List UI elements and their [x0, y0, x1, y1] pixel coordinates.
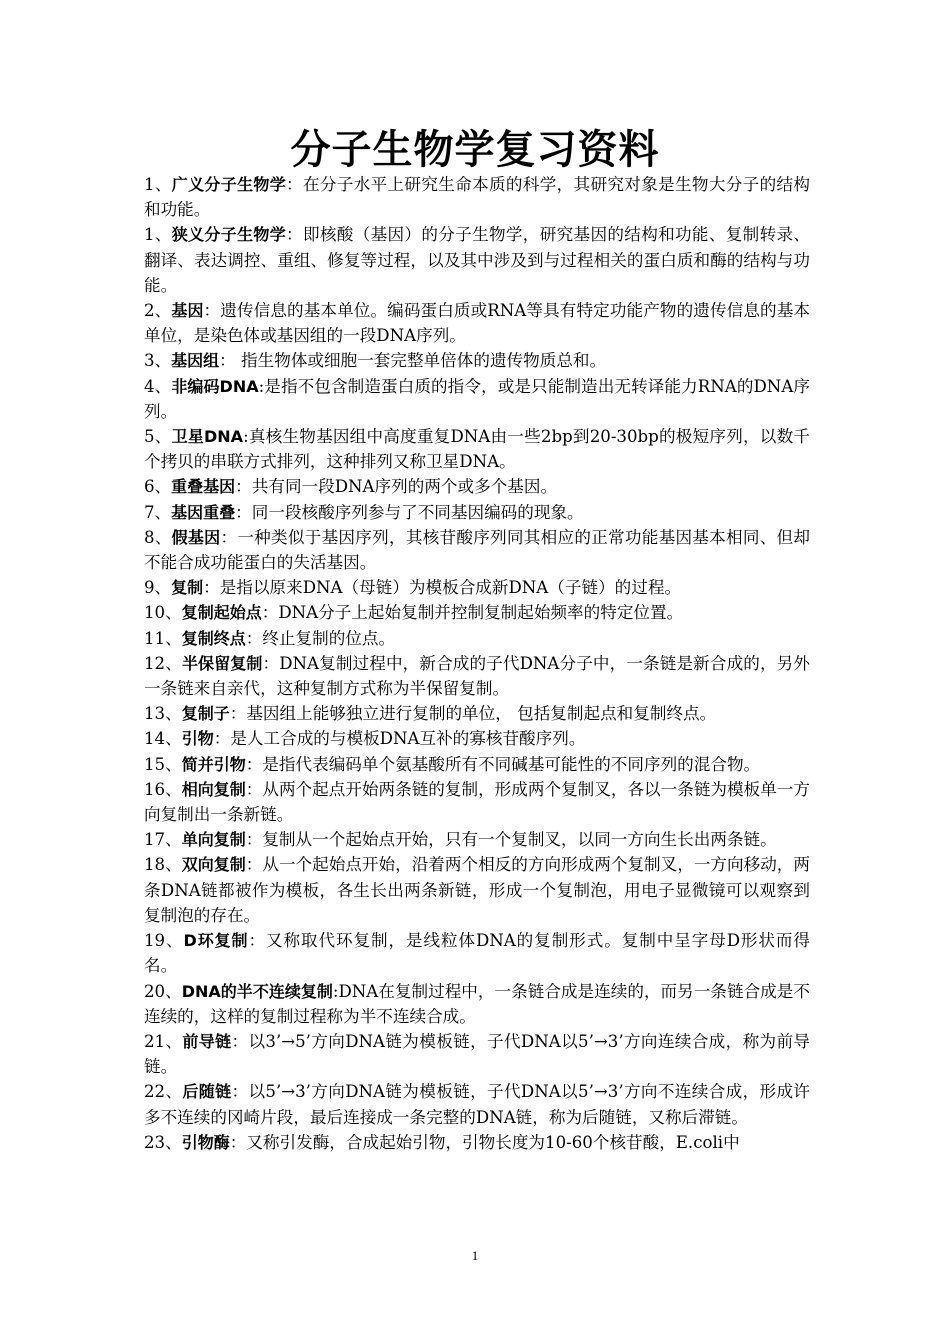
entry-definition: 指生物体或细胞一套完整单倍体的遗传物质总和。 — [235, 351, 607, 371]
entry-definition: 真核生物基因组中高度重复DNA由一些2bp到20-30bp的极短序列，以数千个拷贝的串联方式排列，这种排列又称卫星DNA。 — [144, 427, 810, 472]
definition-entry — [144, 222, 810, 298]
entry-definition: 一种类似于基因序列，其核苷酸序列同其相应的正常功能基因基本相同、但却不能合成功能蛋白的失活基因。 — [144, 527, 810, 573]
entry-number: 2、 — [144, 301, 172, 321]
entry-separator: ： — [219, 351, 236, 371]
definition-entry — [144, 1029, 810, 1079]
entry-term: 前导链 — [182, 1031, 232, 1051]
entry-term: 半保留复制 — [181, 653, 263, 673]
definition-entry — [144, 777, 810, 827]
definition-entry — [144, 1130, 810, 1155]
entry-definition: 在分子水平上研究生命本质的科学，其研究对象是生物大分子的结构和功能。 — [144, 175, 811, 220]
definition-entry — [144, 852, 810, 928]
entry-term: 复制终点 — [181, 628, 246, 648]
entry-separator: ： — [262, 653, 280, 673]
entry-separator: ： — [231, 1082, 249, 1102]
entry-number: 3、 — [144, 351, 172, 371]
definition-entry — [144, 348, 810, 373]
definition-entry — [144, 726, 810, 751]
entry-term: 双向复制 — [181, 855, 246, 875]
entry-term: 复制子 — [181, 704, 230, 724]
entry-definition: 终止复制的位点。 — [262, 628, 396, 648]
entry-term: 单向复制 — [181, 830, 246, 850]
entry-separator: ： — [286, 225, 303, 245]
entry-definition: 又称引发酶，合成起始引物，引物长度为10-60个核苷酸，E.coli中 — [246, 1132, 740, 1152]
entry-term: 基因组 — [171, 351, 220, 371]
entry-separator: ： — [231, 1031, 249, 1051]
entry-term: 重叠基因 — [171, 477, 236, 497]
entry-number: 1、 — [144, 225, 172, 245]
definition-entry — [144, 424, 810, 474]
entry-term: 引物 — [181, 729, 214, 749]
document-title: 分子生物学复习资料 — [290, 127, 660, 173]
entry-separator: ： — [235, 477, 252, 497]
entry-separator: ： — [229, 1132, 247, 1152]
entry-term: 卫星DNA — [171, 427, 244, 447]
entry-term: 复制起始点 — [181, 603, 262, 623]
entry-definition: 是指不包含制造蛋白质的指令，或是只能制造出无转译能力RNA的DNA序列。 — [144, 376, 810, 421]
entry-definition: 从一个起始点开始，沿着两个相反的方向形成两个复制叉，一方向移动，两条DNA链都被作为模板，各生长出两条新链，形成一个复制泡，用电子显微镜可以观察到复制泡的存在。 — [144, 855, 810, 925]
entry-number: 18、 — [144, 855, 182, 875]
entry-number: 17、 — [144, 830, 182, 850]
entry-separator: ： — [245, 830, 263, 850]
entry-separator: ： — [245, 754, 263, 774]
entry-definition: 以3’→5’方向DNA链为模板链，子代DNA以5’→3’方向连续合成，称为前导链。 — [144, 1031, 810, 1077]
entry-term: 后随链 — [182, 1082, 232, 1102]
entry-separator: ： — [286, 175, 303, 194]
entry-separator: : — [258, 376, 265, 396]
entry-definition: 基因组上能够独立进行复制的单位， 包括复制起点和复制终点。 — [246, 704, 717, 724]
definition-list — [144, 172, 810, 1155]
entry-number: 12、 — [144, 653, 182, 673]
entry-separator: ： — [248, 931, 266, 951]
entry-definition: 是指以原来DNA（母链）为模板合成新DNA（子链）的过程。 — [219, 578, 682, 598]
definition-entry — [144, 701, 810, 726]
entry-number: 11、 — [144, 628, 182, 648]
entry-definition: 从两个起点开始两条链的复制，形成两个复制叉，各以一条链为模板单一方向复制出一条新链。 — [144, 779, 810, 825]
entry-separator: ： — [213, 729, 231, 749]
entry-definition: 遗传信息的基本单位。编码蛋白质或RNA等具有特定功能产物的遗传信息的基本单位，是染色体或基因组的一段DNA序列。 — [144, 301, 811, 346]
definition-entry — [144, 626, 810, 651]
entry-term: 复制 — [171, 578, 204, 598]
entry-definition: 是指代表编码单个氨基酸所有不同碱基可能性的不同序列的混合物。 — [262, 754, 761, 774]
entry-separator: ： — [235, 502, 252, 522]
entry-term: 基因 — [171, 301, 204, 321]
definition-entry — [144, 651, 810, 701]
entry-term: 假基因 — [171, 527, 221, 547]
entry-term: 引物酶 — [181, 1132, 230, 1152]
entry-number: 23、 — [144, 1132, 182, 1152]
definition-entry — [144, 525, 810, 575]
definition-entry — [144, 500, 810, 525]
entry-separator: : — [332, 981, 339, 1001]
entry-number: 6、 — [144, 477, 172, 497]
entry-term: 相向复制 — [181, 779, 246, 799]
entry-definition: DNA分子上起始复制并控制复制起始频率的特定位置。 — [278, 603, 684, 623]
entry-definition: 复制从一个起始点开始，只有一个复制叉，以同一方向生长出两条链。 — [262, 830, 777, 850]
page-number: 1 — [471, 1248, 479, 1263]
definition-entry — [144, 928, 810, 978]
entry-number: 16、 — [144, 779, 182, 799]
definition-entry — [144, 827, 810, 852]
entry-separator: ： — [245, 628, 263, 648]
definition-entry — [144, 575, 810, 600]
entry-separator: ： — [220, 527, 238, 547]
entry-term: DNA的半不连续复制 — [181, 981, 333, 1001]
entry-term: 广义分子生物学 — [171, 175, 287, 194]
entry-number: 14、 — [144, 729, 182, 749]
entry-number: 13、 — [144, 704, 182, 724]
definition-entry — [144, 298, 810, 348]
entry-separator: ： — [229, 704, 247, 724]
entry-term: 简并引物 — [181, 754, 246, 774]
entry-separator: ： — [261, 603, 279, 623]
entry-number: 15、 — [144, 754, 182, 774]
entry-number: 22、 — [144, 1082, 183, 1102]
entry-number: 7、 — [144, 502, 172, 522]
entry-definition: 共有同一段DNA序列的两个或多个基因。 — [251, 477, 558, 497]
entry-number: 10、 — [144, 603, 182, 623]
entry-separator: ： — [245, 779, 263, 799]
entry-definition: 以5’→3’方向DNA链为模板链，子代DNA以5’→3’方向不连续合成，形成许多不连续的冈崎片段，最后连接成一条完整的DNA链，称为后随链，又称后滞链。 — [144, 1082, 810, 1127]
definition-entry — [144, 752, 810, 777]
definition-entry — [144, 1079, 810, 1129]
definition-entry — [144, 474, 810, 499]
definition-entry — [144, 979, 810, 1029]
entry-definition: DNA复制过程中，新合成的子代DNA分子中，一条链是新合成的，另外一条链来自亲代，这种复制方式称为半保留复制。 — [144, 653, 810, 699]
entry-separator: ： — [245, 855, 263, 875]
entry-number: 4、 — [144, 376, 172, 396]
entry-term: 基因重叠 — [171, 502, 236, 522]
entry-separator: ： — [203, 578, 220, 598]
entry-number: 1、 — [144, 175, 172, 194]
entry-separator: ： — [203, 301, 221, 321]
entry-number: 8、 — [144, 527, 172, 547]
entry-definition: 又称取代环复制，是线粒体DNA的复制形式。复制中呈字母D形状而得名。 — [144, 931, 810, 976]
definition-entry — [144, 600, 810, 625]
entry-definition: DNA在复制过程中，一条链合成是连续的，而另一条链合成是不连续的，这样的复制过程称为半不连续合成。 — [144, 981, 810, 1026]
entry-term: 非编码DNA — [171, 376, 259, 396]
entry-number: 19、 — [144, 931, 184, 951]
definition-entry — [144, 374, 810, 424]
entry-separator: : — [243, 427, 249, 447]
entry-term: D环复制 — [183, 931, 249, 951]
definition-entry — [144, 172, 810, 222]
entry-number: 9、 — [144, 578, 172, 598]
entry-definition: 是人工合成的与模板DNA互补的寡核苷酸序列。 — [230, 729, 586, 749]
entry-term: 狭义分子生物学 — [171, 225, 287, 245]
entry-number: 21、 — [144, 1031, 183, 1051]
entry-number: 5、 — [144, 427, 172, 447]
entry-definition: 即核酸（基因）的分子生物学，研究基因的结构和功能、复制转录、翻译、表达调控、重组、修复等过程，以及其中涉及到与过程相关的蛋白质和酶的结构与功能。 — [144, 225, 811, 295]
entry-number: 20、 — [144, 981, 182, 1001]
entry-definition: 同一段核酸序列参与了不同基因编码的现象。 — [251, 502, 584, 522]
